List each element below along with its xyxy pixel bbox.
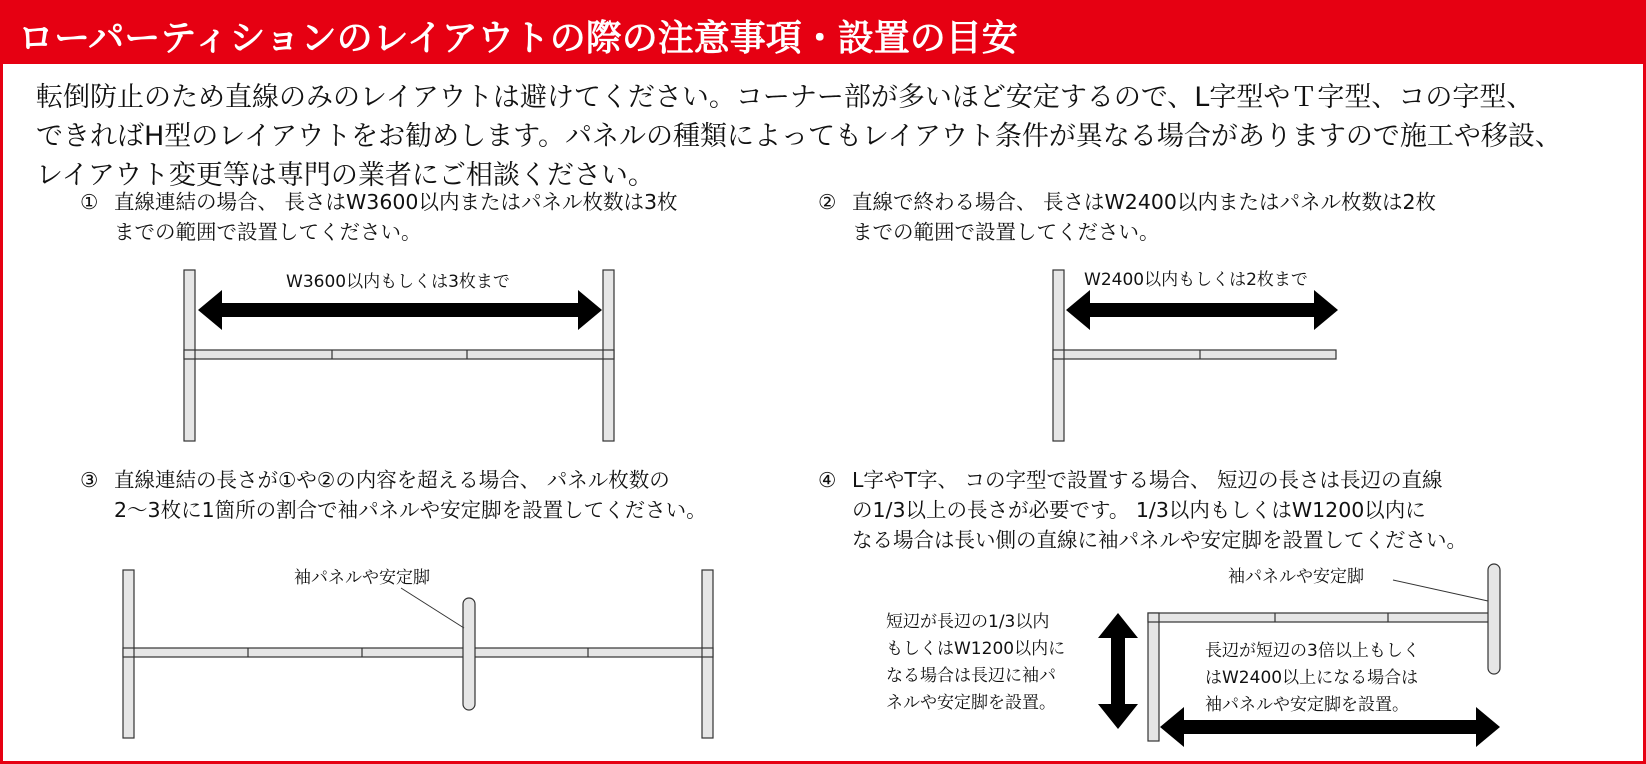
diagram-4-label: 袖パネルや安定脚 bbox=[1228, 567, 1364, 587]
note-line: 袖パネルや安定脚を設置。 bbox=[1205, 695, 1409, 715]
section-line: 直線連結の場合、 長さはW3600以内またはパネル枚数は3枚 bbox=[114, 190, 678, 214]
diagram-2 bbox=[1053, 270, 1336, 441]
side-panel bbox=[463, 598, 475, 710]
diagram-1 bbox=[184, 270, 614, 441]
note-line: ネルや安定脚を設置。 bbox=[886, 693, 1056, 713]
long-side-run bbox=[1148, 613, 1492, 622]
diagram-4-left-note bbox=[886, 612, 1065, 713]
short-side-arrow bbox=[1098, 613, 1138, 729]
side-panel bbox=[1488, 564, 1500, 674]
diagram-3-label: 袖パネルや安定脚 bbox=[294, 568, 430, 588]
intro-line: レイアウト変更等は専門の業者にご相談ください。 bbox=[36, 160, 655, 191]
diagram-1-label: W3600以内もしくは3枚まで bbox=[286, 272, 510, 292]
section-line: の1/3以上の長さが必要です。 1/3以内もしくはW1200以内に bbox=[852, 498, 1426, 522]
intro-line: できればH型のレイアウトをお勧めします。パネルの種類によってもレイアウト条件が異なる場合がありますので施工や移設、 bbox=[36, 121, 1562, 152]
section-number: ③ bbox=[80, 468, 99, 492]
section-line: までの範囲で設置してください。 bbox=[114, 220, 422, 244]
note-line: もしくはW1200以内に bbox=[886, 639, 1066, 659]
diagram-3 bbox=[123, 570, 713, 738]
note-line: なる場合は長辺に袖パ bbox=[886, 666, 1056, 686]
intro-line: 転倒防止のため直線のみのレイアウトは避けてください。コーナー部が多いほど安定するので、L字型やＴ字型、コの字型、 bbox=[36, 82, 1534, 113]
section-number: ④ bbox=[818, 468, 837, 492]
section-line: L字やT字、 コの字型で設置する場合、 短辺の長さは長辺の直線 bbox=[852, 468, 1443, 492]
note-line: 長辺が短辺の3倍以上もしく bbox=[1205, 641, 1420, 661]
width-arrow-double bbox=[1066, 290, 1338, 330]
note-line: はW2400以上になる場合は bbox=[1205, 668, 1419, 688]
clip-band bbox=[3, 552, 1643, 566]
page-title: ローパーティションのレイアウトの際の注意事項・設置の目安 bbox=[18, 18, 1018, 59]
panel-run bbox=[184, 350, 614, 359]
section-line: 直線で終わる場合、 長さはW2400以内またはパネル枚数は2枚 bbox=[852, 190, 1436, 214]
section-number: ① bbox=[80, 190, 99, 214]
section-line: 直線連結の長さが①や②の内容を超える場合、 パネル枚数の bbox=[114, 468, 670, 492]
diagram-2-label: W2400以内もしくは2枚まで bbox=[1084, 270, 1308, 290]
section-number: ② bbox=[818, 190, 837, 214]
panel-run bbox=[123, 648, 713, 657]
panel-run bbox=[1053, 350, 1336, 359]
leader-line bbox=[401, 588, 464, 628]
section-line: 2～3枚に1箇所の割合で袖パネルや安定脚を設置してください。 bbox=[114, 498, 707, 522]
note-line: 短辺が長辺の1/3以内 bbox=[886, 612, 1050, 632]
diagram-4-right-note bbox=[1205, 641, 1420, 715]
width-arrow-double bbox=[198, 290, 602, 330]
section-line: までの範囲で設置してください。 bbox=[852, 220, 1160, 244]
leader-line bbox=[1393, 580, 1488, 601]
section-line: なる場合は長い側の直線に袖パネルや安定脚を設置してください。 bbox=[852, 528, 1467, 552]
short-side-post bbox=[1148, 613, 1159, 741]
